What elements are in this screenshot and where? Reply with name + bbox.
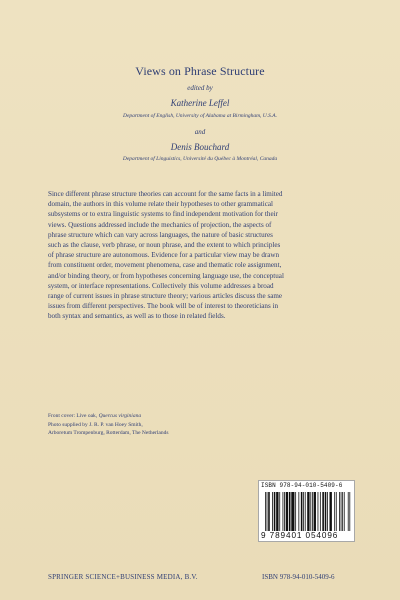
barcode-bar [276, 492, 278, 531]
description-line: phrase structure which can vary across languages, the nature of basic structures [48, 230, 273, 239]
and-label: and [194, 128, 206, 136]
barcode-box [258, 480, 355, 542]
barcode-bar [334, 492, 335, 531]
barcode-bar [312, 492, 313, 531]
book-title: Views on Phrase Structure [135, 64, 265, 78]
barcode-bar [301, 492, 303, 531]
barcode-bar [342, 492, 343, 531]
description-line: domain, the authors in this volume relate their hypotheses to other grammatical [48, 200, 273, 209]
barcode-bar [283, 492, 284, 531]
cover-species-name: Quercus virginiana [98, 413, 142, 419]
barcode-bar [330, 492, 332, 531]
cover-credit-line [48, 412, 168, 421]
description-line: issues from different perspectives. The book will be of interest to theoreticians in [48, 302, 279, 311]
description-block [48, 189, 358, 322]
barcode-bar [336, 492, 337, 531]
description-line: and/or binding theory, or from hypotheses concerning language use, the conceptual [48, 271, 284, 280]
barcode-bar [267, 492, 268, 531]
editor-name-2: Denis Bouchard [170, 142, 230, 152]
barcode-bar [305, 492, 306, 531]
editor-affiliation-2: Department of Linguistics, Université du Québec à Montréal, Canada [122, 156, 278, 162]
barcode-bar [268, 492, 270, 531]
description-line: such as the clause, verb phrase, or noun phrase, and the extent to which principles [48, 241, 281, 250]
description-line: system, or interface representations. Collectively this volume addresses a broad [48, 281, 274, 290]
barcode-icon [265, 492, 351, 531]
barcode-bar [286, 492, 288, 531]
description-line: range of current issues in phrase structure theory; various articles discuss the same [48, 292, 283, 301]
barcode-bar [291, 492, 294, 531]
barcode-bar [284, 492, 285, 531]
isbn-bottom: ISBN 978-94-010-5409-6 [262, 573, 335, 581]
description-line: from constituent order, movement phenomena, case and thematic role assignment, [48, 261, 282, 270]
barcode-digits: 9 789401 054096 [261, 531, 339, 540]
barcode-bar [348, 492, 349, 531]
barcode-bar [344, 492, 345, 531]
description-line: subsystems or to extra linguistic systems to find independent motivation for their [48, 210, 278, 219]
description-line: of phrase structure are autonomous. Evidence for a particular view may be drawn [48, 251, 280, 260]
barcode-bar [307, 492, 309, 531]
publisher-name: SPRINGER SCIENCE+BUSINESS MEDIA, B.V. [48, 573, 198, 581]
photo-credit-line: Photo supplied by J. R. P. van Hoey Smith, [48, 421, 143, 428]
barcode-bar [265, 492, 266, 531]
barcode-bar [310, 492, 311, 531]
barcode-bar [274, 492, 276, 531]
location-credit-line: Arboretum Trompenburg, Rotterdam, The Netherlands [48, 430, 169, 436]
barcode-isbn-label: ISBN 978-94-010-5409-6 [261, 482, 343, 489]
barcode-bar [272, 492, 273, 531]
barcode-bar [314, 492, 316, 531]
edited-by-label: edited by [187, 84, 213, 92]
barcode-bar [318, 492, 319, 531]
barcode-bar [303, 492, 304, 531]
barcode-bar [325, 492, 327, 531]
barcode-bar [349, 492, 350, 531]
description-line: Since different phrase structure theories can account for the same facts in a limited [48, 190, 283, 198]
barcode-bar [341, 492, 342, 531]
barcode-bar [295, 492, 296, 531]
barcode-bar [289, 492, 291, 531]
barcode-bar [279, 492, 280, 531]
barcode-bar [298, 492, 299, 531]
barcode-bar [322, 492, 324, 531]
cover-credit-prefix: Front cover: Live oak, [48, 413, 99, 419]
barcode-bar [327, 492, 328, 531]
editor-name-1: Katherine Leffel [170, 98, 230, 108]
editor-affiliation-1: Department of English, University of Alabama at Birmingham, U.S.A. [122, 113, 278, 119]
description-line: both syntax and semantics, as well as to those in related fields. [48, 312, 226, 321]
description-line: views. Questions addressed include the mechanics of projection, the aspects of [48, 220, 272, 229]
barcode-bar [320, 492, 321, 531]
cover-credits [48, 412, 168, 438]
barcode-bar [339, 492, 340, 531]
